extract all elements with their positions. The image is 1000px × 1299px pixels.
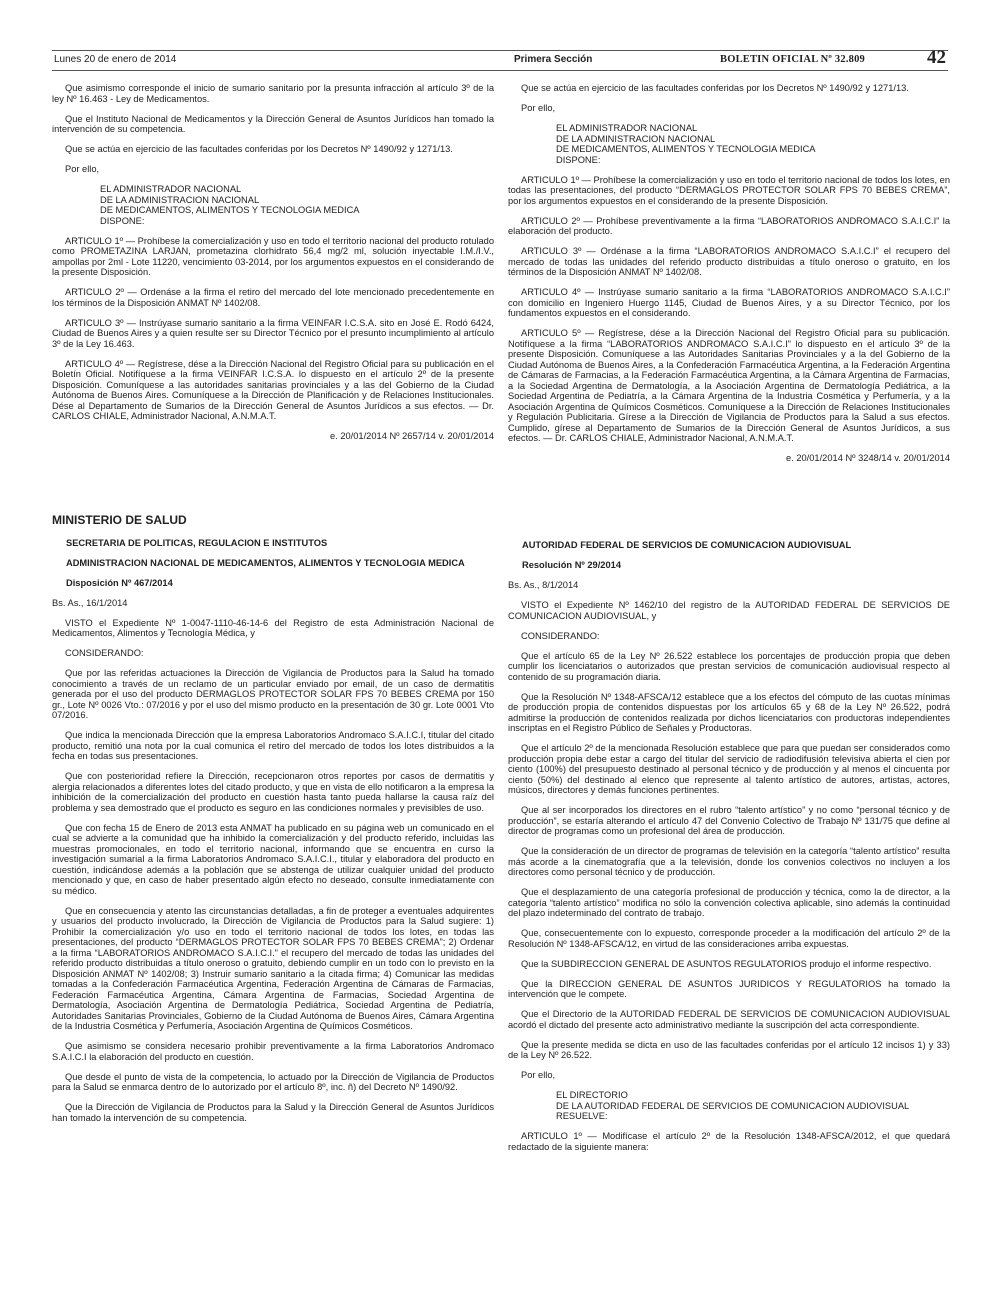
- paragraph: Que la Resolución Nº 1348-AFSCA/12 establece que a los efectos del cómputo de las cuotas mínimas de producción propia de contenidos dispuestas por los artículos 65 y 68 de la Ley Nº 26.522, podrá admitirse la producción de contenidos realizada por dichos licenciatarios con productoras independientes inscriptas en el Registro Público de Señales y Productoras.: [508, 691, 950, 733]
- paragraph: Que la consideración de un director de programas de televisión en la categoría “talento artístico” resulta más acorde a la cinematografía que a la televisión, donde los convenios colectivos no incluyen a los directores como personal técnico y de producción.: [508, 846, 950, 877]
- page-header: [52, 47, 948, 71]
- paragraph: Que asimismo se considera necesario prohibir preventivamente a la firma Laboratorios Andromaco S.A.I.C.I la elaboración del producto en cuestión.: [52, 1041, 494, 1062]
- paragraph: Que el artículo 2º de la mencionada Resolución establece que para que puedan ser considerados como producción propia debe estar a cargo del titular del servicio de radiodifusión televisiva abierta el cien por ciento (100%) del presupuesto destinado al personal técnico y de producción y al menos el cincuenta por ciento (50%) del destinado al elenco que represente al talento artístico de autores, artistas, actores, músicos, directores y demás funciones pertinentes.: [508, 743, 950, 795]
- signature-line: DE LA AUTORIDAD FEDERAL DE SERVICIOS DE COMUNICACION AUDIOVISUAL: [556, 1100, 910, 1111]
- ministry-heading: MINISTERIO DE SALUD: [52, 513, 187, 527]
- paragraph: Que se actúa en ejercicio de las facultades conferidas por los Decretos Nº 1490/92 y 1271/13.: [65, 144, 453, 154]
- signature-line: DE MEDICAMENTOS, ALIMENTOS Y TECNOLOGIA MEDICA: [556, 144, 816, 154]
- article: ARTICULO 1º — Prohíbese la comercialización y uso en todo el territorio nacional del producto rotulado como PROMETAZINA LARJAN, prometazina clorhidrato 56,4 mg/2 ml, solución inyectable I.M./I.V., ampollas por 2ml - Lote 11220, vencimiento 03-2014, por los argumentos expuestos en el considerando de la presente Disposición.: [52, 235, 494, 277]
- place-date: Bs. As., 8/1/2014: [508, 580, 579, 590]
- paragraph: Que la SUBDIRECCION GENERAL DE ASUNTOS REGULATORIOS produjo el informe respectivo.: [521, 958, 932, 969]
- signature-line: EL ADMINISTRADOR NACIONAL: [556, 123, 698, 133]
- right-top-column: [508, 83, 950, 473]
- secretaria-heading: SECRETARIA DE POLITICAS, REGULACION E INSTITUTOS: [66, 537, 328, 548]
- paragraph: Que desde el punto de vista de la competencia, lo actuado por la Dirección de Vigilancia de Productos para la Salud se enmarca dentro de lo autorizado por el artículo 8º, inc. ñ) del Decreto Nº 1490/92.: [52, 1071, 494, 1092]
- article: ARTICULO 2º — Prohíbese preventivamente a la firma “LABORATORIOS ANDROMACO S.A.I.C.I” la elaboración del producto.: [508, 215, 950, 236]
- article: ARTICULO 1º — Prohíbese la comercialización y uso en todo el territorio nacional de todos los lotes, en todas las presentaciones, del producto “DERMAGLOS PROTECTOR SOLAR FPS 70 BEBES CREMA”, por los argumentos expuestos en el considerando de la presente Disposición.: [508, 174, 950, 206]
- paragraph: Que indica la mencionada Dirección que la empresa Laboratorios Andromaco S.A.I.C.I, titular del citado producto, remitió una nota por la cual comunica el retiro del mercado de todos los lotes distribuidos a la fecha en todas sus presentaciones.: [52, 730, 494, 761]
- publication-reference: e. 20/01/2014 Nº 2657/14 v. 20/01/2014: [330, 431, 494, 441]
- considerando-heading: CONSIDERANDO:: [521, 630, 600, 641]
- article: ARTICULO 3º — Ordénase a la firma “LABORATORIOS ANDROMACO S.A.I.C.I” el recupero del mercado de todas las unidades del referido producto distribuidas a título oneroso o gratuito, en los términos de la Disposición ANMAT Nº 1402/08.: [508, 246, 950, 277]
- paragraph: Que el artículo 65 de la Ley Nº 26.522 establece los porcentajes de producción propia que deben cumplir los licenciatarios o autorizados que prestan servicios de comunicación audiovisual respecto al contenido de su programación diaria.: [508, 650, 950, 682]
- article: ARTICULO 4º — Regístrese, dése a la Dirección Nacional del Registro Oficial para su publicación en el Boletín Oficial. Notifíquese a la firma VEINFAR I.C.S.A. lo dispuesto en el artículo 2º de la presente Disposición. Comuníquese a las autoridades sanitarias provinciales y a las del Gobierno de la Ciudad Autónoma de Buenos Aires. Comuníquese a la Dirección de Planificación y de Relaciones Institucionales. Dése al Departamento de Sumarios de la Dirección General de Asuntos Jurídicos a sus efectos. — Dr. CARLOS CHIALE, Administrador Nacional, A.N.M.A.T.: [52, 358, 494, 421]
- authority-heading: AUTORIDAD FEDERAL DE SERVICIOS DE COMUNICACION AUDIOVISUAL: [522, 540, 852, 550]
- paragraph: Que en consecuencia y atento las circunstancias detalladas, a fin de proteger a eventuales adquirentes y usuarios del producto involucrado, la Dirección de Vigilancia de Productos para la Salud sugiere: 1) Prohibir la comercialización y/o uso en todo el territorio nacional de todos los lotes, en todas las presentaciones, del producto “DERMAGLOS PROTECTOR SOLAR FPS 70 BEBES CREMA”; 2) Ordenar a la firma “LABORATORIOS ANDROMACO S.A.I.C.I.” el recupero del mercado de todas las unidades del referido producto distribuidas a título oneroso o gratuito, debiendo cumplir en un todo con lo previsto en la Disposición ANMAT Nº 1402/08; 3) Instruir sumario sanitario a la citada firma; 4) Comunicar las medidas tomadas a la Confederación Farmacéutica Argentina, Federación Argentina de Cámaras de Farmacias, Federación Farmacéutica Argentina, Cámara Argentina de Farmacias, Sociedad Argentina de Dermatología, Asociación Argentina de Dermatología Pediátrica, Sociedad Argentina de Pediatría, Autoridades Sanitarias Provinciales, Gobierno de la Ciudad Autónoma de Buenos Aires, Cámara Argentina de la Industria Cosmética y Perfumería, Asociación Argentina de Químicos Cosméticos.: [52, 905, 494, 1031]
- paragraph: Que por las referidas actuaciones la Dirección de Vigilancia de Productos para la Salud ha tomado conocimiento a través de un reclamo de un particular enviado por email, de un caso de dermatitis generada por el uso del producto DERMAGLOS PROTECTOR SOLAR FPS 70 BEBES CREMA por 150 gr., Lote Nº 0026 Vto.: 07/2016 y por el uso del mismo producto en la presentación de 30 gr. Lote 0001 Vto 07/2016.: [52, 668, 494, 720]
- paragraph: Por ello,: [521, 1070, 556, 1080]
- header-date: Lunes 20 de enero de 2014: [54, 54, 177, 65]
- paragraph: Que, consecuentemente con lo expuesto, corresponde proceder a la modificación del artículo 2º de la Resolución Nº 1348-AFSCA/12, en virtud de las consideraciones arriba expuestas.: [508, 928, 950, 949]
- paragraph: Que se actúa en ejercicio de las facultades conferidas por los Decretos Nº 1490/92 y 1271/13.: [521, 83, 909, 93]
- article: ARTICULO 2º — Ordenáse a la firma el retiro del mercado del lote mencionado precedentemente en los términos de la Disposición ANMAT Nº 1402/08.: [52, 287, 494, 308]
- article: ARTICULO 4º — Instrúyase sumario sanitario a la firma “LABORATORIOS ANDROMACO S.A.I.C.I” con domicilio en Ingeniero Huergo 1145, Ciudad de Buenos Aires, y a su Director Técnico, por los fundamentos expuestos en el considerando.: [508, 287, 950, 318]
- article: ARTICULO 3º — Instrúyase sumario sanitario a la firma VEINFAR I.C.S.A. sito en José E. Rodó 6424, Ciudad de Buenos Aires y a quien resulte ser su Director Técnico por el presunto incumplimiento al artículo 3º de la Ley 16.463.: [52, 317, 494, 349]
- paragraph: Que al ser incorporados los directores en el rubro “talento artístico” y no como “personal técnico y de producción”, se estaría alterando el artículo 47 del Convenio Colectivo de Trabajo Nº 131/75 que define al director de programas como un profesional del área de producción.: [508, 805, 950, 836]
- paragraph: Que la DIRECCION GENERAL DE ASUNTOS JURIDICOS Y REGULATORIOS ha tomado la intervención que le compete.: [508, 978, 950, 999]
- administration-heading: ADMINISTRACION NACIONAL DE MEDICAMENTOS, ALIMENTOS Y TECNOLOGIA MEDICA: [66, 557, 465, 568]
- signature-line: DE LA ADMINISTRACION NACIONAL: [556, 133, 716, 144]
- disposition-number: Disposición Nº 467/2014: [66, 577, 173, 588]
- paragraph: Que con fecha 15 de Enero de 2013 esta ANMAT ha publicado en su página web un comunicado en el cual se advierte a la comunidad que ha inhibido la comercialización y del producto referido, incluidas las muestras promocionales, en todo el territorio nacional, informando que se encuentra en curso la investigación sumarial a la firma Laboratorios Andromaco S.A.I.C.I., titular y elaboradora del producto en cuestión, indicándose además a la población que se abstenga de utilizar cualquier unidad del producto mencionado y que, en caso de haber presentado algún efecto no deseado, consulte inmediatamente con su médico.: [52, 822, 494, 896]
- signature-line: RESUELVE:: [556, 1111, 608, 1121]
- paragraph: Que la presente medida se dicta en uso de las facultades conferidas por el artículo 12 incisos 1) y 33) de la Ley Nº 26.522.: [508, 1039, 950, 1060]
- header-page-number: 42: [927, 47, 946, 68]
- article: ARTICULO 5º — Regístrese, dése a la Dirección Nacional del Registro Oficial para su publicación. Notifíquese a la firma “LABORATORIOS ANDROMACO S.A.I.C.I” lo dispuesto en el artículo 3º de la presente Disposición. Comuníquese a las Autoridades Sanitarias Provinciales y a la del Gobierno de la Ciudad Autónoma de Buenos Aires, a la Confederación Farmacéutica Argentina, a la Federación Argentina de Cámaras de Farmacias, a la Federación Farmacéutica Argentina, a la Cámara Argentina de Farmacias, a la Sociedad Argentina de Dermatología, a la Asociación Argentina de Dermatología Pediátrica, a la Sociedad Argentina de Pediatría, a la Cámara Argentina de la Industria Cosmética y Perfumería, y a la Asociación Argentina de Químicos Cosméticos. Comuníquese a la Dirección de Relaciones Institucionales y Regulación Publicitaria. Gírese a la Dirección de Vigilancia de Productos para la Salud a sus efectos. Cumplido, gírese al Departamento de Sumarios de la Dirección General de Asuntos Jurídicos, a sus efectos. — Dr. CARLOS CHIALE, Administrador Nacional, A.N.M.A.T.: [508, 328, 950, 443]
- signature-line: DE LA ADMINISTRACION NACIONAL: [100, 194, 260, 205]
- place-date: Bs. As., 16/1/2014: [52, 597, 128, 608]
- paragraph: Que el Instituto Nacional de Medicamentos y la Dirección General de Asuntos Jurídicos han tomado la intervención de su competencia.: [52, 113, 494, 134]
- left-bottom-column: [52, 515, 494, 1133]
- header-section: Primera Sección: [514, 54, 593, 65]
- paragraph: Que la Dirección de Vigilancia de Productos para la Salud y la Dirección General de Asuntos Jurídicos han tomado la intervención de su competencia.: [52, 1102, 494, 1123]
- article: ARTICULO 1º — Modifícase el artículo 2º de la Resolución 1348-AFSCA/2012, el que quedará redactado de la siguiente manera:: [508, 1131, 950, 1152]
- considerando-heading: CONSIDERANDO:: [65, 648, 144, 658]
- resolution-number: Resolución Nº 29/2014: [522, 560, 621, 570]
- paragraph: Que con posterioridad refiere la Dirección, recepcionaron otros reportes por casos de dermatitis y alergia relacionados a diferentes lotes del citado producto, y que en vista de ello notificaron a la empresa la inhibición de la comercialización del producto en cuestión hasta tanto pueda hallarse la causa raíz del problema y sea demostrado que el producto es seguro en las condiciones normales y previsibles de uso.: [52, 771, 494, 813]
- paragraph: Por ello,: [521, 103, 556, 113]
- signature-line: DE MEDICAMENTOS, ALIMENTOS Y TECNOLOGIA MEDICA: [100, 205, 360, 215]
- signature-line: DISPONE:: [556, 154, 601, 165]
- paragraph: Que el desplazamiento de una categoría profesional de producción y técnica, como la de director, a la categoría “talento artístico” modifica no sólo la convención colectiva aplicable, sino además la continuidad del plazo indeterminado del contrato de trabajo.: [508, 887, 950, 918]
- signature-line: DISPONE:: [100, 215, 145, 226]
- publication-reference: e. 20/01/2014 Nº 3248/14 v. 20/01/2014: [786, 453, 950, 463]
- visto-paragraph: VISTO el Expediente Nº 1462/10 del registro de la AUTORIDAD FEDERAL DE SERVICIOS DE COMUNICACION AUDIOVISUAL, y: [508, 600, 950, 621]
- signature-line: EL DIRECTORIO: [556, 1090, 628, 1100]
- signature-line: EL ADMINISTRADOR NACIONAL: [100, 184, 242, 194]
- paragraph: Por ello,: [65, 164, 100, 174]
- right-bottom-column: [508, 540, 950, 1162]
- paragraph: Que el Directorio de la AUTORIDAD FEDERAL DE SERVICIOS DE COMUNICACION AUDIOVISUAL acordó el dictado del presente acto administrativo mediante la suscripción del acta correspondiente.: [508, 1009, 950, 1030]
- paragraph: Que asimismo corresponde el inicio de sumario sanitario por la presunta infracción al artículo 3º de la ley Nº 16.463 - Ley de Medicamentos.: [52, 83, 494, 104]
- left-top-column: [52, 83, 494, 451]
- visto-paragraph: VISTO el Expediente Nº 1-0047-1110-46-14-6 del Registro de esta Administración Nacional de Medicamentos, Alimentos y Tecnología Médica, y: [52, 617, 494, 638]
- header-bulletin: BOLETIN OFICIAL Nº 32.809: [720, 54, 865, 65]
